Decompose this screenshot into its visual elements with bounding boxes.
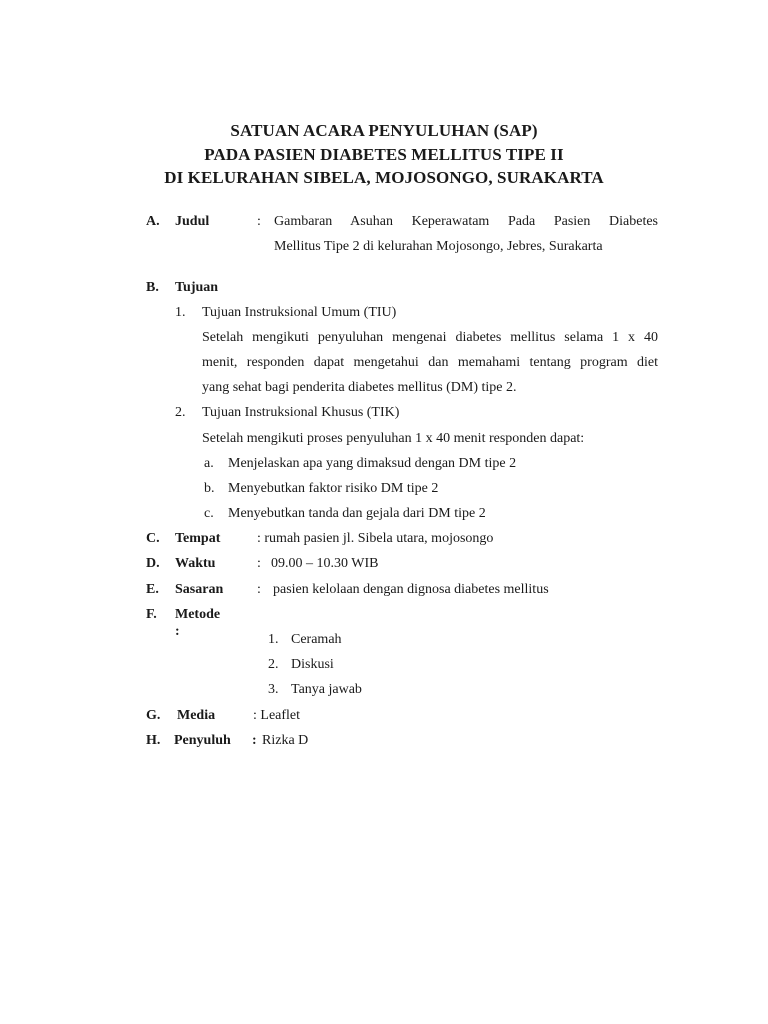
section-h-letter: H. (146, 733, 161, 748)
doc-title-line-1: SATUAN ACARA PENYULUHAN (SAP) (230, 121, 538, 140)
doc-title-line-2: PADA PASIEN DIABETES MELLITUS TIPE II (204, 145, 564, 164)
tiu-line-2: menit, responden dapat mengetahui dan memahami tentang program diet (202, 355, 658, 370)
section-d-colon: : (257, 556, 261, 571)
section-c-letter: C. (146, 531, 160, 546)
section-a-letter: A. (146, 214, 160, 229)
section-g-value: : Leaflet (253, 708, 301, 723)
section-d-label: Waktu (175, 556, 216, 571)
tiu-title: Tujuan Instruksional Umum (TIU) (202, 305, 397, 320)
section-e-colon: : (257, 582, 261, 597)
section-c-label: Tempat (175, 531, 221, 546)
tik-subitem-text: Menjelaskan apa yang dimaksud dengan DM tipe 2 (228, 456, 517, 471)
section-a-colon: : (257, 214, 261, 229)
tiu-line-1: Setelah mengikuti penyuluhan mengenai diabetes mellitus selama 1 x 40 (202, 330, 658, 345)
section-e-value: pasien kelolaan dengan dignosa diabetes mellitus (273, 582, 549, 597)
tik-number: 2. (175, 405, 186, 420)
tiu-line-3: yang sehat bagi penderita diabetes mellitus (DM) tipe 2. (202, 380, 517, 395)
metode-item-number: 1. (268, 632, 279, 647)
section-d-value: 09.00 – 10.30 WIB (271, 556, 379, 571)
section-g-letter: G. (146, 708, 161, 723)
section-b-letter: B. (146, 280, 159, 295)
section-e-label: Sasaran (175, 582, 224, 597)
section-e-letter: E. (146, 582, 159, 597)
tik-subitem-letter: c. (204, 506, 214, 521)
tiu-number: 1. (175, 305, 186, 320)
tik-subitem-letter: b. (204, 481, 215, 496)
tik-subitem-text: Menyebutkan faktor risiko DM tipe 2 (228, 481, 439, 496)
section-f-colon: : (175, 624, 180, 639)
tik-subitem-letter: a. (204, 456, 214, 471)
section-a-label: Judul (175, 214, 210, 229)
section-a-text-line-1: Gambaran Asuhan Keperawatam Pada Pasien Diabetes (274, 214, 658, 229)
metode-item-text: Ceramah (291, 632, 342, 647)
metode-item-text: Diskusi (291, 657, 334, 672)
doc-title-line-3: DI KELURAHAN SIBELA, MOJOSONGO, SURAKARTA (164, 168, 604, 187)
section-h-colon: : (252, 733, 257, 748)
section-c-value: : rumah pasien jl. Sibela utara, mojosongo (257, 531, 494, 546)
metode-item-number: 3. (268, 682, 279, 697)
section-b-label: Tujuan (175, 280, 219, 295)
tik-intro: Setelah mengikuti proses penyuluhan 1 x 40 menit responden dapat: (202, 431, 585, 446)
section-h-label: Penyuluh (174, 733, 231, 748)
section-d-letter: D. (146, 556, 160, 571)
tik-subitem-text: Menyebutkan tanda dan gejala dari DM tipe 2 (228, 506, 486, 521)
section-f-label: Metode (175, 607, 221, 622)
metode-item-text: Tanya jawab (291, 682, 362, 697)
section-h-value: Rizka D (262, 733, 309, 748)
section-f-letter: F. (146, 607, 157, 622)
tik-title: Tujuan Instruksional Khusus (TIK) (202, 405, 400, 420)
section-g-label: Media (177, 708, 216, 723)
section-a-text-line-2: Mellitus Tipe 2 di kelurahan Mojosongo, Jebres, Surakarta (274, 239, 603, 254)
metode-item-number: 2. (268, 657, 279, 672)
